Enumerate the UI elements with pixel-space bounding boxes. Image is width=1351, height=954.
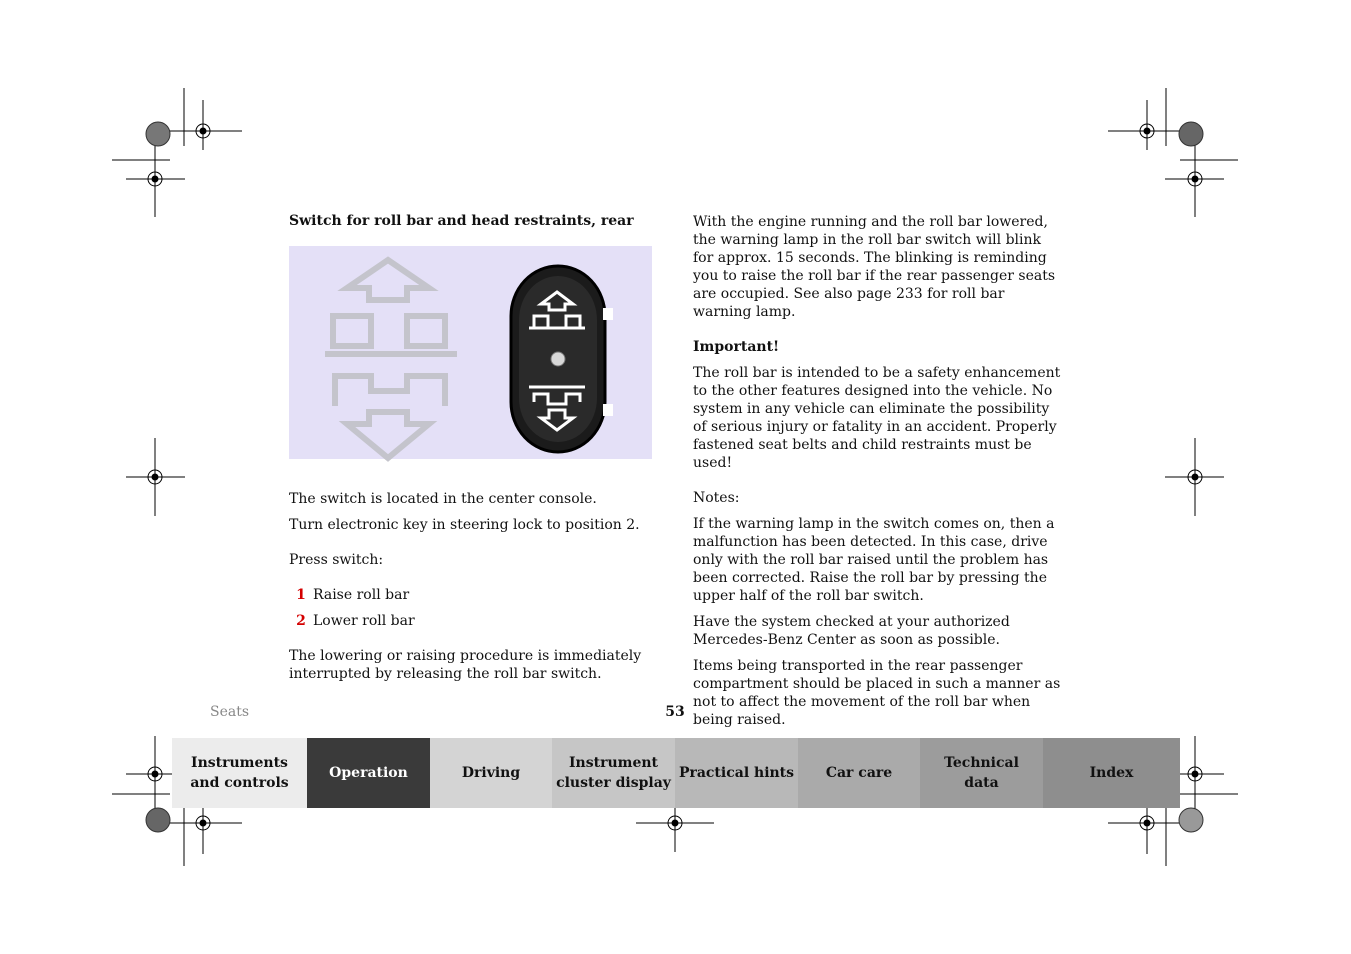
roll-bar-switch-illustration [289, 246, 652, 473]
section-heading: Switch for roll bar and head restraints, rear [289, 213, 634, 229]
page-number: 53 [665, 704, 685, 720]
cargo-note: Items being transported in the rear passenger compartment should be placed in such a manner as not to affect the movement of the roll bar when being raised. [693, 658, 1061, 728]
step-text: Raise roll bar [313, 587, 410, 603]
notes-label: Notes: [693, 490, 740, 506]
chapter-navigation [172, 738, 1180, 808]
tab-index[interactable]: Index [1043, 738, 1180, 808]
tab-car-care[interactable]: Car care [798, 738, 920, 808]
tab-instrument-cluster-display[interactable]: Instrument cluster display [552, 738, 675, 808]
list-item [289, 586, 659, 604]
step-text: Lower roll bar [313, 613, 415, 629]
interrupt-text: The lowering or raising procedure is immediately interrupted by releasing the roll bar switch. [289, 648, 642, 682]
left-column [289, 490, 659, 691]
location-text: The switch is located in the center console. [289, 491, 597, 507]
key-position-text: Turn electronic key in steering lock to position 2. [289, 517, 640, 533]
footer-section-label: Seats [210, 704, 250, 720]
step-number: 1 [296, 587, 306, 603]
warning-lamp-icon [551, 352, 565, 366]
important-text: The roll bar is intended to be a safety enhancement to the other features designed into the vehicle. No system in any vehicle can eliminate the possibility of serious injury or fatality in an accident. Properly fastened seat belts and child restraints must be used! [693, 365, 1061, 471]
important-label: Important! [693, 339, 780, 355]
press-switch-text: Press switch: [289, 552, 384, 568]
list-item [289, 612, 659, 630]
right-column [693, 213, 1061, 737]
steps-list [289, 586, 659, 630]
malfunction-note: If the warning lamp in the switch comes on, then a malfunction has been detected. In this case, drive only with the roll bar raised until the problem has been corrected. Raise the roll bar by pressing the upper half of the roll bar switch. [693, 516, 1055, 604]
tab-technical-data[interactable]: Technical data [920, 738, 1043, 808]
tab-practical-hints[interactable]: Practical hints [675, 738, 798, 808]
tab-operation[interactable]: Operation [307, 738, 430, 808]
step-number: 2 [296, 613, 306, 629]
tab-instruments-and-controls[interactable]: Instruments and controls [172, 738, 307, 808]
service-note: Have the system checked at your authorized Mercedes-Benz Center as soon as possible. [693, 614, 1010, 648]
warning-blink-text: With the engine running and the roll bar lowered, the warning lamp in the roll bar switch will blink for approx. 15 seconds. The blinking is reminding you to raise the roll bar if the rear passenger seats are occupied. See also page 233 for roll bar warning lamp. [693, 214, 1056, 320]
tab-driving[interactable]: Driving [430, 738, 552, 808]
switch-button-icon [511, 266, 613, 452]
